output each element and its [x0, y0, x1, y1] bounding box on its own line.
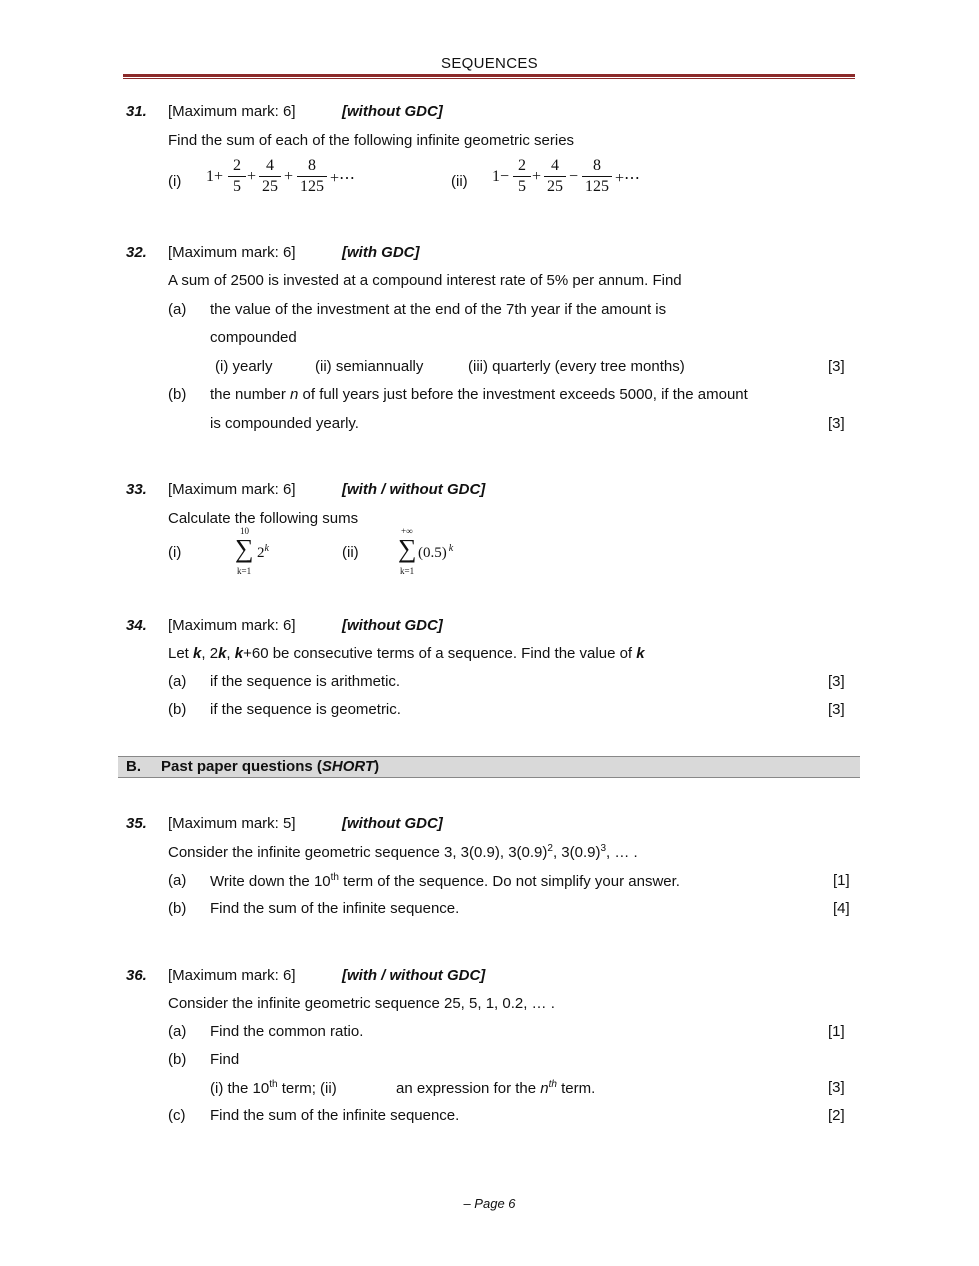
sub-option: (i) yearly: [215, 358, 273, 375]
fraction: 2 5: [513, 157, 531, 196]
question-stem: Consider the infinite geometric sequence 25, 5, 1, 0.2, … .: [168, 995, 555, 1012]
part-label: (c): [168, 1107, 186, 1124]
operator: +: [532, 168, 542, 185]
page-number: – Page 6: [463, 1196, 516, 1211]
question-stem: A sum of 2500 is invested at a compound interest rate of 5% per annum. Find: [168, 272, 682, 289]
sub-part-text: an expression for the $n^{th}$ term.: [396, 1079, 596, 1097]
part-text: Find: [210, 1051, 240, 1068]
question-marks: [Maximum mark: 6]: [168, 617, 296, 634]
question-stem: Consider the infinite geometric sequence 3, 3(0.9), $3(0.9)^2$, $3(0.9)^3$, … .: [168, 843, 638, 861]
mark-allocation: [1]: [828, 1023, 845, 1040]
sum-lower-limit: k=1: [237, 566, 252, 576]
part-label: (b): [168, 701, 187, 718]
question-stem: Let k, 2k, k+60 be consecutive terms of a sequence. Find the value of k: [168, 645, 645, 662]
part-text: Find the sum of the infinite sequence.: [210, 900, 460, 917]
gdc-note: [without GDC]: [342, 617, 443, 634]
part-label: (i): [168, 544, 182, 561]
sub-option: (iii) quarterly (every tree months): [468, 358, 685, 375]
part-text: if the sequence is arithmetic.: [210, 673, 401, 690]
question-number: 34.: [126, 617, 147, 634]
mark-allocation: [1]: [833, 872, 850, 889]
sum-term: (0.5) $^k$: [418, 543, 454, 561]
mark-allocation: [3]: [828, 701, 845, 718]
question-number: 32.: [126, 244, 147, 261]
section-title: B. Past paper questions (SHORT): [126, 758, 380, 775]
sum-lower-limit: k=1: [400, 566, 415, 576]
part-label: (b): [168, 900, 187, 917]
series-lead: 1−: [492, 168, 510, 185]
part-text: Find the common ratio.: [210, 1023, 364, 1040]
question-number: 36.: [126, 967, 147, 984]
mark-allocation: [3]: [828, 415, 845, 432]
fraction: 8 125: [582, 157, 612, 196]
fraction: 4 25: [259, 157, 281, 196]
series-lead: 1+: [206, 168, 224, 185]
question-marks: [Maximum mark: 5]: [168, 815, 296, 832]
series-tail: +⋯: [615, 170, 641, 187]
part-label: (b): [168, 1051, 187, 1068]
question-stem: Calculate the following sums: [168, 510, 359, 527]
sub-part-text: (i) the 10th term; (ii): [210, 1079, 337, 1097]
part-label: (b): [168, 386, 187, 403]
series-tail: +⋯: [330, 170, 356, 187]
sum-term: 2$^k$: [257, 543, 269, 561]
gdc-note: [without GDC]: [342, 815, 443, 832]
part-label: (a): [168, 872, 187, 889]
part-label: (a): [168, 301, 187, 318]
part-text: Write down the 10th term of the sequence. Do not simplify your answer.: [210, 872, 680, 890]
part-text: compounded: [210, 329, 297, 346]
mark-allocation: [3]: [828, 1079, 845, 1096]
part-text: the value of the investment at the end of the 7th year if the amount is: [210, 301, 667, 318]
gdc-note: [without GDC]: [342, 103, 443, 120]
header-rule: [123, 74, 855, 77]
fraction: 2 5: [228, 157, 246, 196]
sum-upper-limit: +∞: [401, 526, 413, 536]
part-label: (a): [168, 1023, 187, 1040]
mark-allocation: [4]: [833, 900, 850, 917]
part-text: Find the sum of the infinite sequence.: [210, 1107, 460, 1124]
fraction: 4 25: [544, 157, 566, 196]
sigma-symbol: ∑: [398, 534, 417, 563]
part-label: (ii): [342, 544, 359, 561]
page-header-title: SEQUENCES: [441, 55, 538, 72]
question-marks: [Maximum mark: 6]: [168, 481, 296, 498]
question-marks: [Maximum mark: 6]: [168, 103, 296, 120]
question-marks: [Maximum mark: 6]: [168, 244, 296, 261]
fraction: 8 125: [297, 157, 327, 196]
mark-allocation: [2]: [828, 1107, 845, 1124]
sum-upper-limit: 10: [240, 526, 249, 536]
operator: +: [247, 168, 257, 185]
header-rule-thin: [123, 78, 855, 79]
operator: +: [284, 168, 294, 185]
mark-allocation: [3]: [828, 673, 845, 690]
part-text: the number n of full years just before the investment exceeds 5000, if the amount: [210, 386, 748, 403]
gdc-note: [with GDC]: [342, 244, 420, 261]
gdc-note: [with / without GDC]: [342, 967, 486, 984]
part-label: (ii): [451, 173, 468, 190]
question-number: 33.: [126, 481, 147, 498]
part-label: (a): [168, 673, 187, 690]
gdc-note: [with / without GDC]: [342, 481, 486, 498]
mark-allocation: [3]: [828, 358, 845, 375]
question-marks: [Maximum mark: 6]: [168, 967, 296, 984]
part-text: if the sequence is geometric.: [210, 701, 401, 718]
question-stem: Find the sum of each of the following infinite geometric series: [168, 132, 575, 149]
question-number: 31.: [126, 103, 147, 120]
operator: −: [569, 168, 579, 185]
question-number: 35.: [126, 815, 147, 832]
part-text: is compounded yearly.: [210, 415, 359, 432]
sub-option: (ii) semiannually: [315, 358, 424, 375]
part-label: (i): [168, 173, 182, 190]
sigma-symbol: ∑: [235, 534, 254, 563]
